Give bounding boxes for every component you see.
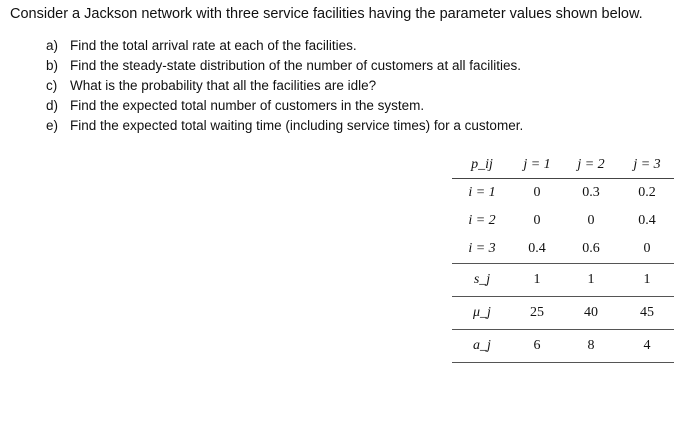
- question-letter: a): [46, 38, 59, 53]
- table-cell: 0: [620, 235, 674, 264]
- question-item: [46, 36, 523, 56]
- column-header: j = 3: [620, 152, 674, 179]
- question-text: Find the total arrival rate at each of the facilities.: [70, 38, 357, 53]
- table-cell: 45: [620, 297, 674, 330]
- table-row: [452, 297, 674, 330]
- row-label: i = 3: [452, 235, 512, 264]
- table-cell: 25: [512, 297, 562, 330]
- table-row: [452, 179, 674, 208]
- problem-intro: Consider a Jackson network with three service facilities having the parameter values shown below.: [10, 6, 643, 22]
- row-label: i = 2: [468, 213, 496, 228]
- table-row: [452, 207, 674, 235]
- question-letter: c): [46, 78, 58, 93]
- table-cell: 0: [533, 213, 541, 228]
- table-row: [452, 264, 674, 297]
- row-label: s_j: [452, 264, 512, 297]
- table-cell: 0.4: [638, 213, 656, 228]
- column-header: j = 1: [512, 152, 562, 179]
- table-cell: 1: [512, 264, 562, 297]
- table-cell: 8: [562, 330, 620, 363]
- table-corner-label: p_ij: [452, 152, 512, 179]
- question-text: Find the expected total number of customers in the system.: [70, 98, 425, 113]
- table-cell: 0: [533, 185, 541, 200]
- question-letter: d): [46, 98, 59, 113]
- question-text: Find the steady-state distribution of the number of customers at all facilities.: [70, 58, 521, 73]
- table-cell: 0.6: [562, 235, 620, 264]
- table-cell: 1: [562, 264, 620, 297]
- parameter-table: [452, 152, 674, 363]
- table-cell: 6: [512, 330, 562, 363]
- question-item: [46, 116, 523, 136]
- question-text: Find the expected total waiting time (including service times) for a customer.: [70, 118, 524, 133]
- question-text: What is the probability that all the facilities are idle?: [70, 78, 377, 93]
- question-item: [46, 96, 523, 116]
- table-cell: 0.3: [582, 185, 600, 200]
- table-row: [452, 235, 674, 264]
- question-list: [46, 36, 523, 136]
- table-header-row: [452, 152, 674, 179]
- table-cell: 0: [587, 213, 595, 228]
- table-cell: 0.4: [512, 235, 562, 264]
- row-label: i = 1: [468, 185, 496, 200]
- table-cell: 4: [620, 330, 674, 363]
- question-item: [46, 56, 523, 76]
- table-row: [452, 330, 674, 363]
- table-cell: 1: [620, 264, 674, 297]
- question-letter: b): [46, 58, 59, 73]
- row-label: μ_j: [452, 297, 512, 330]
- question-item: [46, 76, 523, 96]
- question-letter: e): [46, 118, 59, 133]
- table-cell: 40: [562, 297, 620, 330]
- table-cell: 0.2: [638, 185, 656, 200]
- column-header: j = 2: [562, 152, 620, 179]
- row-label: a_j: [452, 330, 512, 363]
